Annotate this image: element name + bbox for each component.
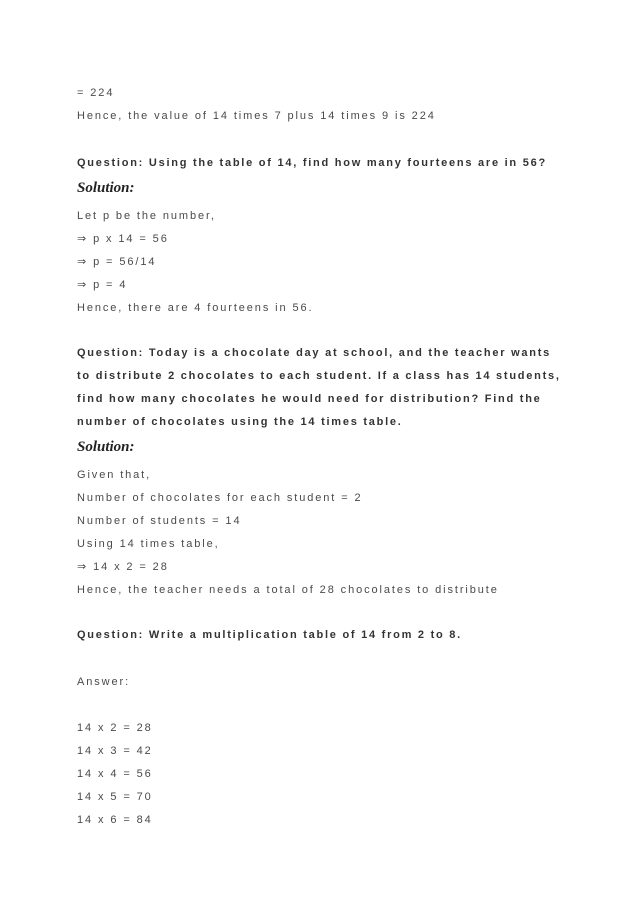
table-row: 14 x 5 = 70 bbox=[77, 791, 153, 803]
solution-step: Using 14 times table, bbox=[77, 538, 220, 550]
solution-step: Let p be the number, bbox=[77, 210, 216, 222]
table-row: 14 x 2 = 28 bbox=[77, 722, 153, 734]
question-heading-line: number of chocolates using the 14 times table. bbox=[77, 416, 403, 428]
question-heading-line: find how many chocolates he would need for distribution? Find the bbox=[77, 393, 542, 405]
answer-label: Answer: bbox=[77, 676, 131, 688]
solution-step: ⇒ 14 x 2 = 28 bbox=[77, 561, 169, 573]
table-row: 14 x 6 = 84 bbox=[77, 814, 153, 826]
question-heading-line: to distribute 2 chocolates to each student. If a class has 14 students, bbox=[77, 370, 561, 382]
table-row: 14 x 3 = 42 bbox=[77, 745, 153, 757]
solution-label: Solution: bbox=[77, 439, 135, 455]
question-heading: Question: Using the table of 14, find how many fourteens are in 56? bbox=[77, 157, 547, 169]
solution-conclusion: Hence, there are 4 fourteens in 56. bbox=[77, 302, 314, 314]
conclusion-line: Hence, the value of 14 times 7 plus 14 times 9 is 224 bbox=[77, 110, 436, 122]
solution-step: Given that, bbox=[77, 469, 152, 481]
question-heading-line: Question: Today is a chocolate day at school, and the teacher wants bbox=[77, 347, 552, 359]
solution-label: Solution: bbox=[77, 180, 135, 196]
solution-step: ⇒ p = 4 bbox=[77, 279, 128, 291]
solution-step: Number of chocolates for each student = 2 bbox=[77, 492, 363, 504]
solution-step: Number of students = 14 bbox=[77, 515, 242, 527]
solution-conclusion: Hence, the teacher needs a total of 28 chocolates to distribute bbox=[77, 584, 499, 596]
result-line: = 224 bbox=[77, 87, 115, 99]
solution-step: ⇒ p x 14 = 56 bbox=[77, 233, 169, 245]
question-heading: Question: Write a multiplication table of 14 from 2 to 8. bbox=[77, 629, 462, 641]
table-row: 14 x 4 = 56 bbox=[77, 768, 153, 780]
solution-step: ⇒ p = 56/14 bbox=[77, 256, 157, 268]
